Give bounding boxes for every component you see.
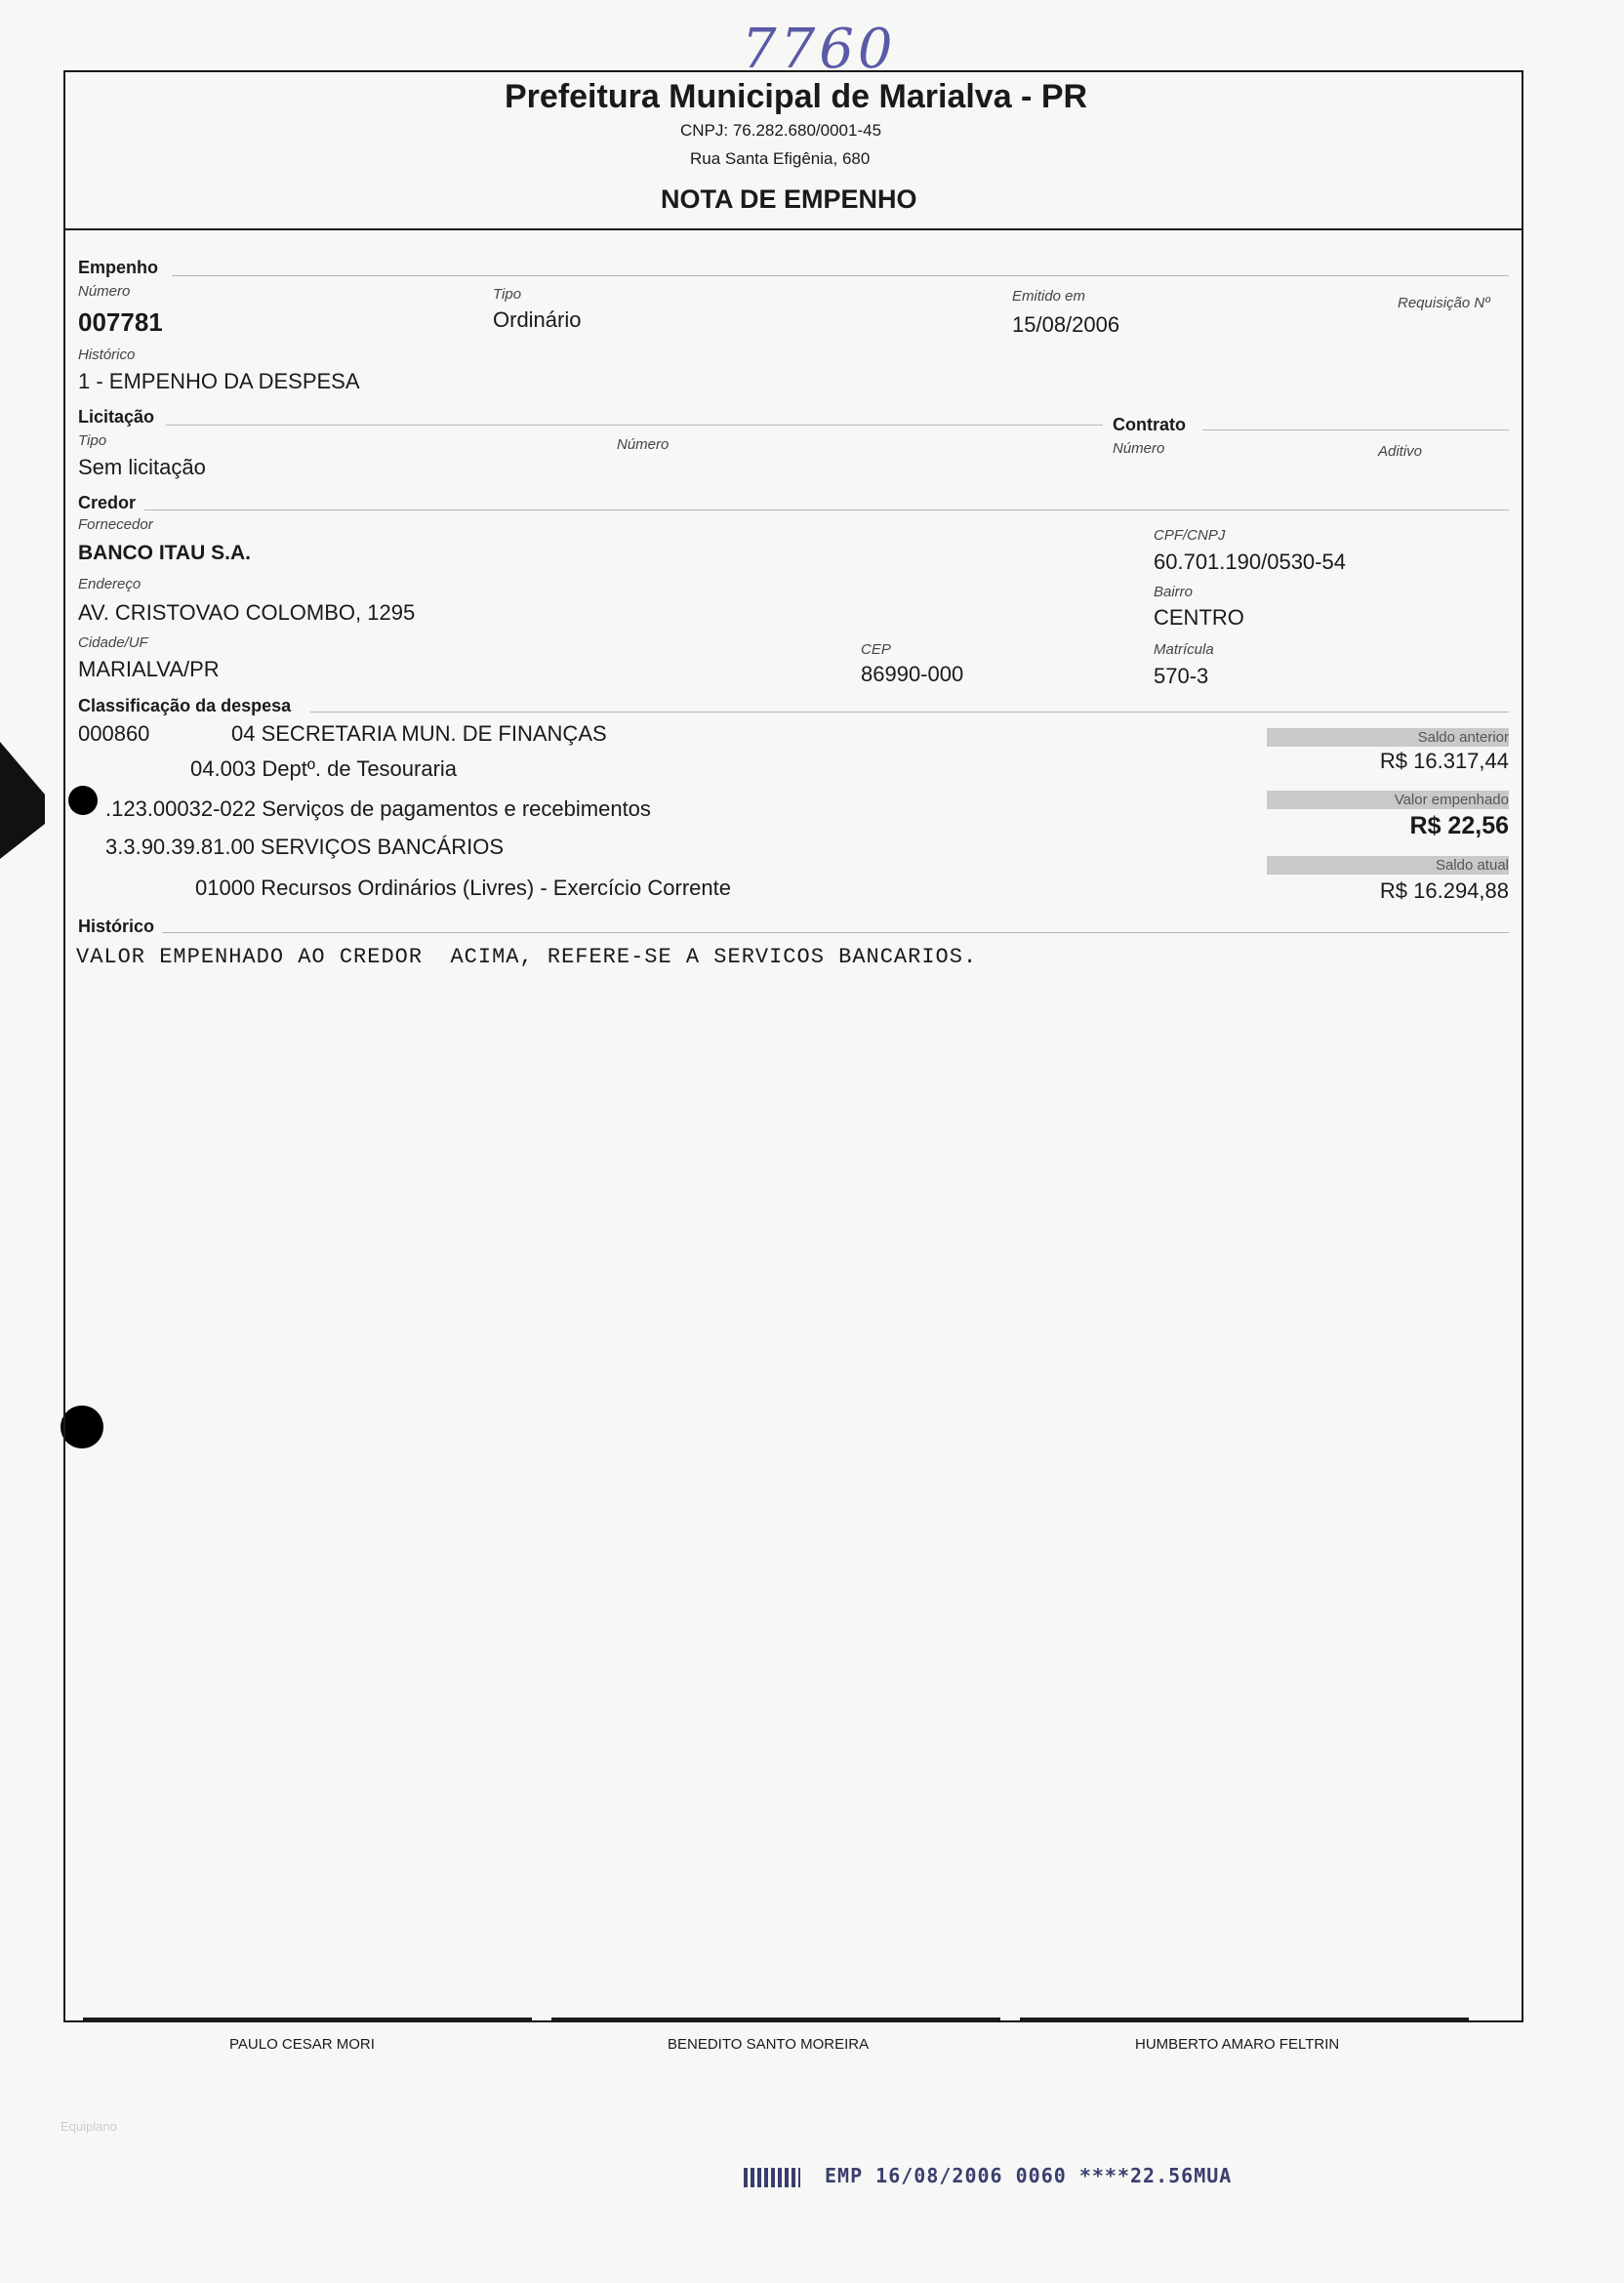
section-rule (162, 932, 1509, 933)
section-credor: Credor (78, 493, 137, 512)
numero-label: Número (78, 283, 131, 300)
saldo-atual-label: Saldo atual (1435, 857, 1509, 874)
bairro-label: Bairro (1154, 584, 1194, 600)
section-rule (172, 275, 1509, 276)
cpf-label: CPF/CNPJ (1154, 527, 1226, 544)
cep-label: CEP (861, 641, 891, 658)
doc-title: NOTA DE EMPENHO (661, 184, 917, 214)
licitacao-tipo: Sem licitação (78, 455, 206, 479)
fornecedor-label: Fornecedor (78, 516, 153, 533)
matricula-label: Matrícula (1154, 641, 1214, 658)
document-frame (63, 70, 1523, 2022)
section-classificacao: Classificação da despesa (78, 696, 292, 715)
saldo-atual-value: R$ 16.294,88 (1379, 878, 1509, 903)
section-historico: Histórico (78, 917, 155, 936)
section-empenho: Empenho (78, 258, 159, 277)
scan-edge-shadow (0, 742, 45, 859)
empenho-historico: 1 - EMPENHO DA DESPESA (78, 369, 360, 393)
classificacao-programa: .123.00032-022 Serviços de pagamentos e recebimentos (105, 796, 651, 821)
classificacao-dept: 04.003 Deptº. de Tesouraria (190, 756, 458, 781)
saldo-anterior-value: R$ 16.317,44 (1379, 749, 1509, 773)
cpf-value: 60.701.190/0530-54 (1154, 550, 1346, 574)
requisicao-label: Requisição Nº (1398, 295, 1490, 311)
handwritten-page-number: 7760 (742, 18, 897, 81)
stamp-mark (744, 2168, 800, 2187)
matricula-value: 570-3 (1154, 664, 1209, 688)
licitacao-tipo-label: Tipo (78, 432, 107, 449)
fornecedor-name: BANCO ITAU S.A. (78, 542, 251, 564)
section-licitacao: Licitação (78, 407, 155, 427)
saldo-anterior-label: Saldo anterior (1417, 729, 1509, 746)
address-text: Rua Santa Efigênia, 680 (690, 149, 871, 168)
signature-name: BENEDITO SANTO MOREIRA (668, 2036, 870, 2053)
page-title: Prefeitura Municipal de Marialva - PR (505, 78, 1088, 115)
cnpj-text: CNPJ: 76.282.680/0001-45 (680, 121, 882, 140)
historico-text: VALOR EMPENHADO AO CREDOR ACIMA, REFERE-SE A SERVICOS BANCARIOS. (76, 945, 978, 969)
header-divider (63, 228, 1523, 230)
section-rule (1202, 429, 1509, 430)
signature-line (551, 2018, 1000, 2020)
valor-empenhado-value: R$ 22,56 (1409, 812, 1509, 839)
tipo-label: Tipo (493, 286, 522, 303)
signature-name: HUMBERTO AMARO FELTRIN (1135, 2036, 1340, 2053)
empenho-numero: 007781 (78, 307, 163, 337)
print-stamp: EMP 16/08/2006 0060 ****22.56MUA (825, 2164, 1233, 2187)
emitido-label: Emitido em (1012, 288, 1086, 305)
section-contrato: Contrato (1113, 415, 1186, 434)
empenho-tipo: Ordinário (493, 307, 582, 332)
cidade-label: Cidade/UF (78, 634, 148, 651)
cep-value: 86990-000 (861, 662, 964, 686)
contrato-aditivo-label: Aditivo (1378, 443, 1423, 460)
classificacao-elemento: 3.3.90.39.81.00 SERVIÇOS BANCÁRIOS (105, 835, 505, 859)
bairro-value: CENTRO (1154, 605, 1244, 630)
classificacao-recurso: 01000 Recursos Ordinários (Livres) - Exercício Corrente (195, 876, 731, 900)
signature-line (1020, 2018, 1469, 2020)
emitido-date: 15/08/2006 (1012, 312, 1120, 337)
classificacao-code: 000860 (78, 721, 150, 746)
historico-label: Histórico (78, 347, 136, 363)
endereco-value: AV. CRISTOVAO COLOMBO, 1295 (78, 600, 416, 625)
section-rule (310, 712, 1509, 713)
section-rule (166, 425, 1103, 426)
valor-empenhado-label: Valor empenhado (1394, 792, 1509, 808)
endereco-label: Endereço (78, 576, 142, 592)
classificacao-secretaria: 04 SECRETARIA MUN. DE FINANÇAS (231, 721, 607, 746)
licitacao-numero-label: Número (617, 436, 670, 453)
contrato-numero-label: Número (1113, 440, 1165, 457)
cidade-value: MARIALVA/PR (78, 657, 220, 681)
signature-line (83, 2018, 532, 2020)
signature-name: PAULO CESAR MORI (229, 2036, 375, 2053)
software-credit: Equiplano (61, 2119, 117, 2134)
